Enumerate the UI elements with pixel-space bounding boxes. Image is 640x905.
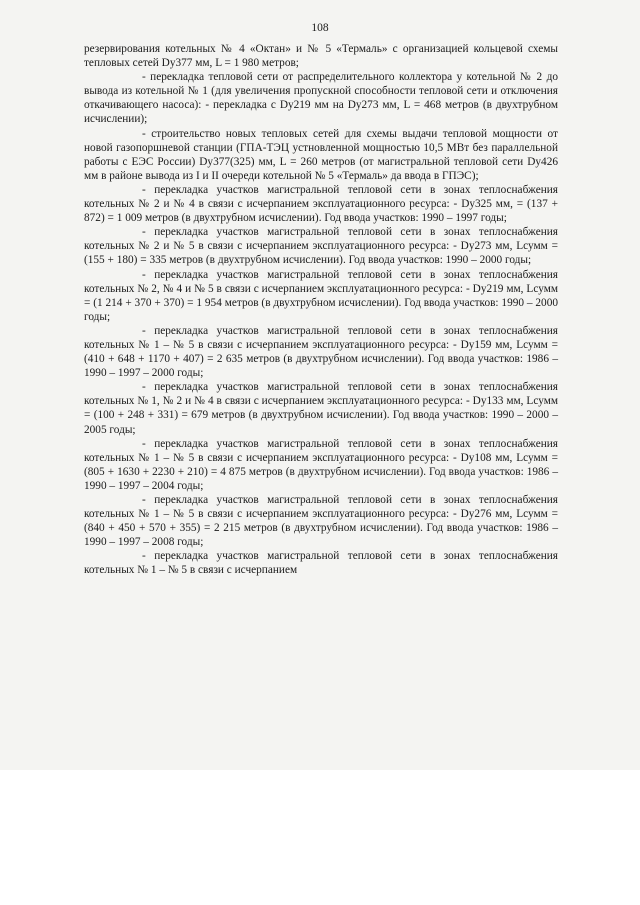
paragraph: - перекладка участков магистральной тепловой сети в зонах теплоснабжения котельных № 2, № 4 и № 5 в связи с исчерпанием эксплуатационного ресурса: - Dy219 мм, Lсумм = (1 214 + 370 + 370) = 1 954 метров (в двухтрубном исчислении). Год ввода участков: 1990 – 2000 годы; xyxy=(84,268,558,323)
page-number: 108 xyxy=(311,22,329,34)
paragraph: - перекладка участков магистральной тепловой сети в зонах теплоснабжения котельных № 1 – № 5 в связи с исчерпанием эксплуатационного ресурса: - Dy276 мм, Lсумм = (840 + 450 + 570 + 355) = 2 215 метров (в двухтрубном исчислении). Год ввода участков: 1986 – 1990 – 1997 – 2008 годы; xyxy=(84,494,558,549)
paragraph: - перекладка участков магистральной тепловой сети в зонах теплоснабжения котельных № 1 – № 5 в связи с исчерпанием xyxy=(84,550,558,577)
paragraph: - перекладка участков магистральной тепловой сети в зонах теплоснабжения котельных № 1 – № 5 в связи с исчерпанием эксплуатационного ресурса: - Dy108 мм, Lсумм = (805 + 1630 + 2230 + 210) = 4 875 метров (в двухтрубном исчислении). Год ввода участков: 1986 – 1990 – 1997 – 2004 годы; xyxy=(84,437,558,492)
document-body xyxy=(84,42,558,578)
paragraph: - перекладка тепловой сети от распределительного коллектора у котельной № 2 до вывода из котельной № 1 (для увеличения пропускной способности тепловой сети и отключения откачивающего насоса): - перекладка с Dy219 мм на Dy273 мм, L = 468 метров (в двухтрубном исчислении); xyxy=(84,71,558,126)
paragraph: - перекладка участков магистральной тепловой сети в зонах теплоснабжения котельных № 2 и № 4 в связи с исчерпанием эксплуатационного ресурса: - Dy325 мм, = (137 + 872) = 1 009 метров (в двухтрубном исчислении). Год ввода участков: 1990 – 1997 годы; xyxy=(84,183,558,225)
paragraph: - перекладка участков магистральной тепловой сети в зонах теплоснабжения котельных № 2 и № 5 в связи с исчерпанием эксплуатационного ресурса: - Dy273 мм, Lсумм = (155 + 180) = 335 метров (в двухтрубном исчислении). Год ввода участков: 1990 – 2000 годы; xyxy=(84,226,558,267)
paragraph: - перекладка участков магистральной тепловой сети в зонах теплоснабжения котельных № 1 – № 5 в связи с исчерпанием эксплуатационного ресурса: - Dy159 мм, Lсумм = (410 + 648 + 1170 + 407) = 2 635 метров (в двухтрубном исчислении). Год ввода участков: 1986 – 1990 – 1997 – 2000 годы; xyxy=(84,324,558,380)
paragraph-continuation: резервирования котельных № 4 «Октан» и № 5 «Термаль» с организацией кольцевой схемы тепловых сетей Dy377 мм, L = 1 980 метров; xyxy=(84,43,558,70)
paragraph: - строительство новых тепловых сетей для схемы выдачи тепловой мощности от новой газопоршневой станции (ГПА-ТЭЦ устновленной мощностью 10,5 МВт без параллельной работы с ЕЭС России) Dy377(325) мм, L = 260 метров (от магистральной тепловой сети Dy426 мм в районе вывода из I и II очереди котельной № 5 «Термаль» да ввода в ГПЭС); xyxy=(84,127,558,182)
paragraph: - перекладка участков магистральной тепловой сети в зонах теплоснабжения котельных № 1, № 2 и № 4 в связи с исчерпанием эксплуатационного ресурса: - Dy133 мм, Lсумм = (100 + 248 + 331) = 679 метров (в двухтрубном исчислении). Год ввода участков: 1990 – 2000 – 2005 годы; xyxy=(84,381,558,436)
